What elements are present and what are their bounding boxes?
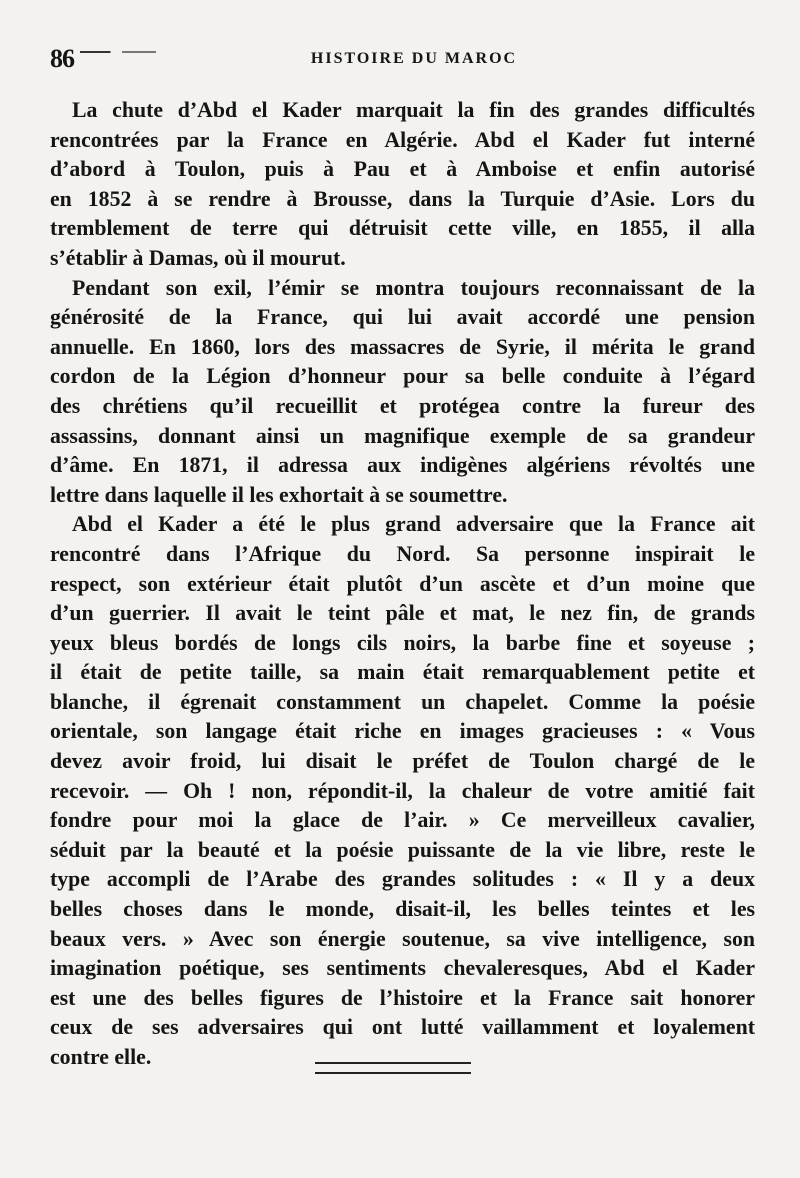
text-line: générosité de la France, qui lui avait accordé une pension <box>50 305 755 330</box>
text-line: d’un guerrier. Il avait le teint pâle et mat, le nez fin, de grands <box>50 601 755 626</box>
text-line: d’âme. En 1871, il adressa aux indigènes algériens révoltés une <box>50 453 755 478</box>
text-line: La chute d’Abd el Kader marquait la fin des grandes difficultés <box>72 98 755 122</box>
text-line: tremblement de terre qui détruisit cette ville, en 1855, il alla <box>50 216 755 241</box>
running-title: HISTOIRE DU MAROC <box>310 50 518 67</box>
text-line: lettre dans laquelle il les exhortait à se soumettre. <box>50 482 508 507</box>
text-line: fondre pour moi la glace de l’air. » Ce merveilleux cavalier, <box>50 808 755 833</box>
text-line: blanche, il égrenait constamment un chapelet. Comme la poésie <box>50 689 755 714</box>
text-line: rencontré dans l’Afrique du Nord. Sa personne inspirait le <box>50 541 755 566</box>
text-line: Pendant son exil, l’émir se montra toujours reconnaissant de la <box>72 275 755 300</box>
text-line: d’abord à Toulon, puis à Pau et à Amboise et enfin autorisé <box>50 157 755 182</box>
text-line: en 1852 à se rendre à Brousse, dans la Turquie d’Asie. Lors du <box>50 186 755 211</box>
text-line: recevoir. — Oh ! non, répondit-il, la chaleur de votre amitié fait <box>50 778 755 803</box>
text-line: Abd el Kader a été le plus grand adversaire que la France ait <box>72 512 755 537</box>
text-line: respect, son extérieur était plutôt d’un ascète et d’un moine que <box>50 571 755 596</box>
text-line: contre elle. <box>50 1045 152 1069</box>
text-line: séduit par la beauté et la poésie puissante de la vie libre, reste le <box>50 837 755 862</box>
text-line: yeux bleus bordés de longs cils noirs, la barbe fine et soyeuse ; <box>50 630 755 655</box>
text-line: s’établir à Damas, où il mourut. <box>50 245 346 270</box>
text-line: il était de petite taille, sa main était remarquablement petite et <box>50 660 755 685</box>
text-line: orientale, son langage était riche en images gracieuses : « Vous <box>50 719 755 744</box>
text-line: est une des belles figures de l’histoire et la France sait honorer <box>50 985 755 1010</box>
end-divider <box>315 1062 471 1074</box>
text-line: beaux vers. » Avec son énergie soutenue, sa vive intelligence, son <box>50 926 755 951</box>
text-line: type accompli de l’Arabe des grandes solitudes : « Il y a deux <box>50 867 755 892</box>
text-line: rencontrées par la France en Algérie. Abd el Kader fut interné <box>50 127 755 152</box>
page-number: 86 <box>50 44 74 73</box>
text-line: ceux de ses adversaires qui ont lutté vaillamment et loyalement <box>50 1015 755 1040</box>
text-line: imagination poétique, ses sentiments chevaleresques, Abd el Kader <box>50 956 755 981</box>
text-line: belles choses dans le monde, disait-il, les belles teintes et les <box>50 897 755 922</box>
text-line: annuelle. En 1860, lors des massacres de Syrie, il mérita le grand <box>50 334 755 359</box>
body-text <box>50 96 755 1073</box>
page-header <box>50 42 750 76</box>
text-line: assassins, donnant ainsi un magnifique exemple de sa grandeur <box>50 423 755 448</box>
text-line: des chrétiens qu’il recueillit et protégea contre la fureur des <box>50 393 755 418</box>
text-line: cordon de la Légion d’honneur pour sa belle conduite à l’égard <box>50 364 755 389</box>
text-line: devez avoir froid, lui disait le préfet de Toulon chargé de le <box>50 749 755 774</box>
